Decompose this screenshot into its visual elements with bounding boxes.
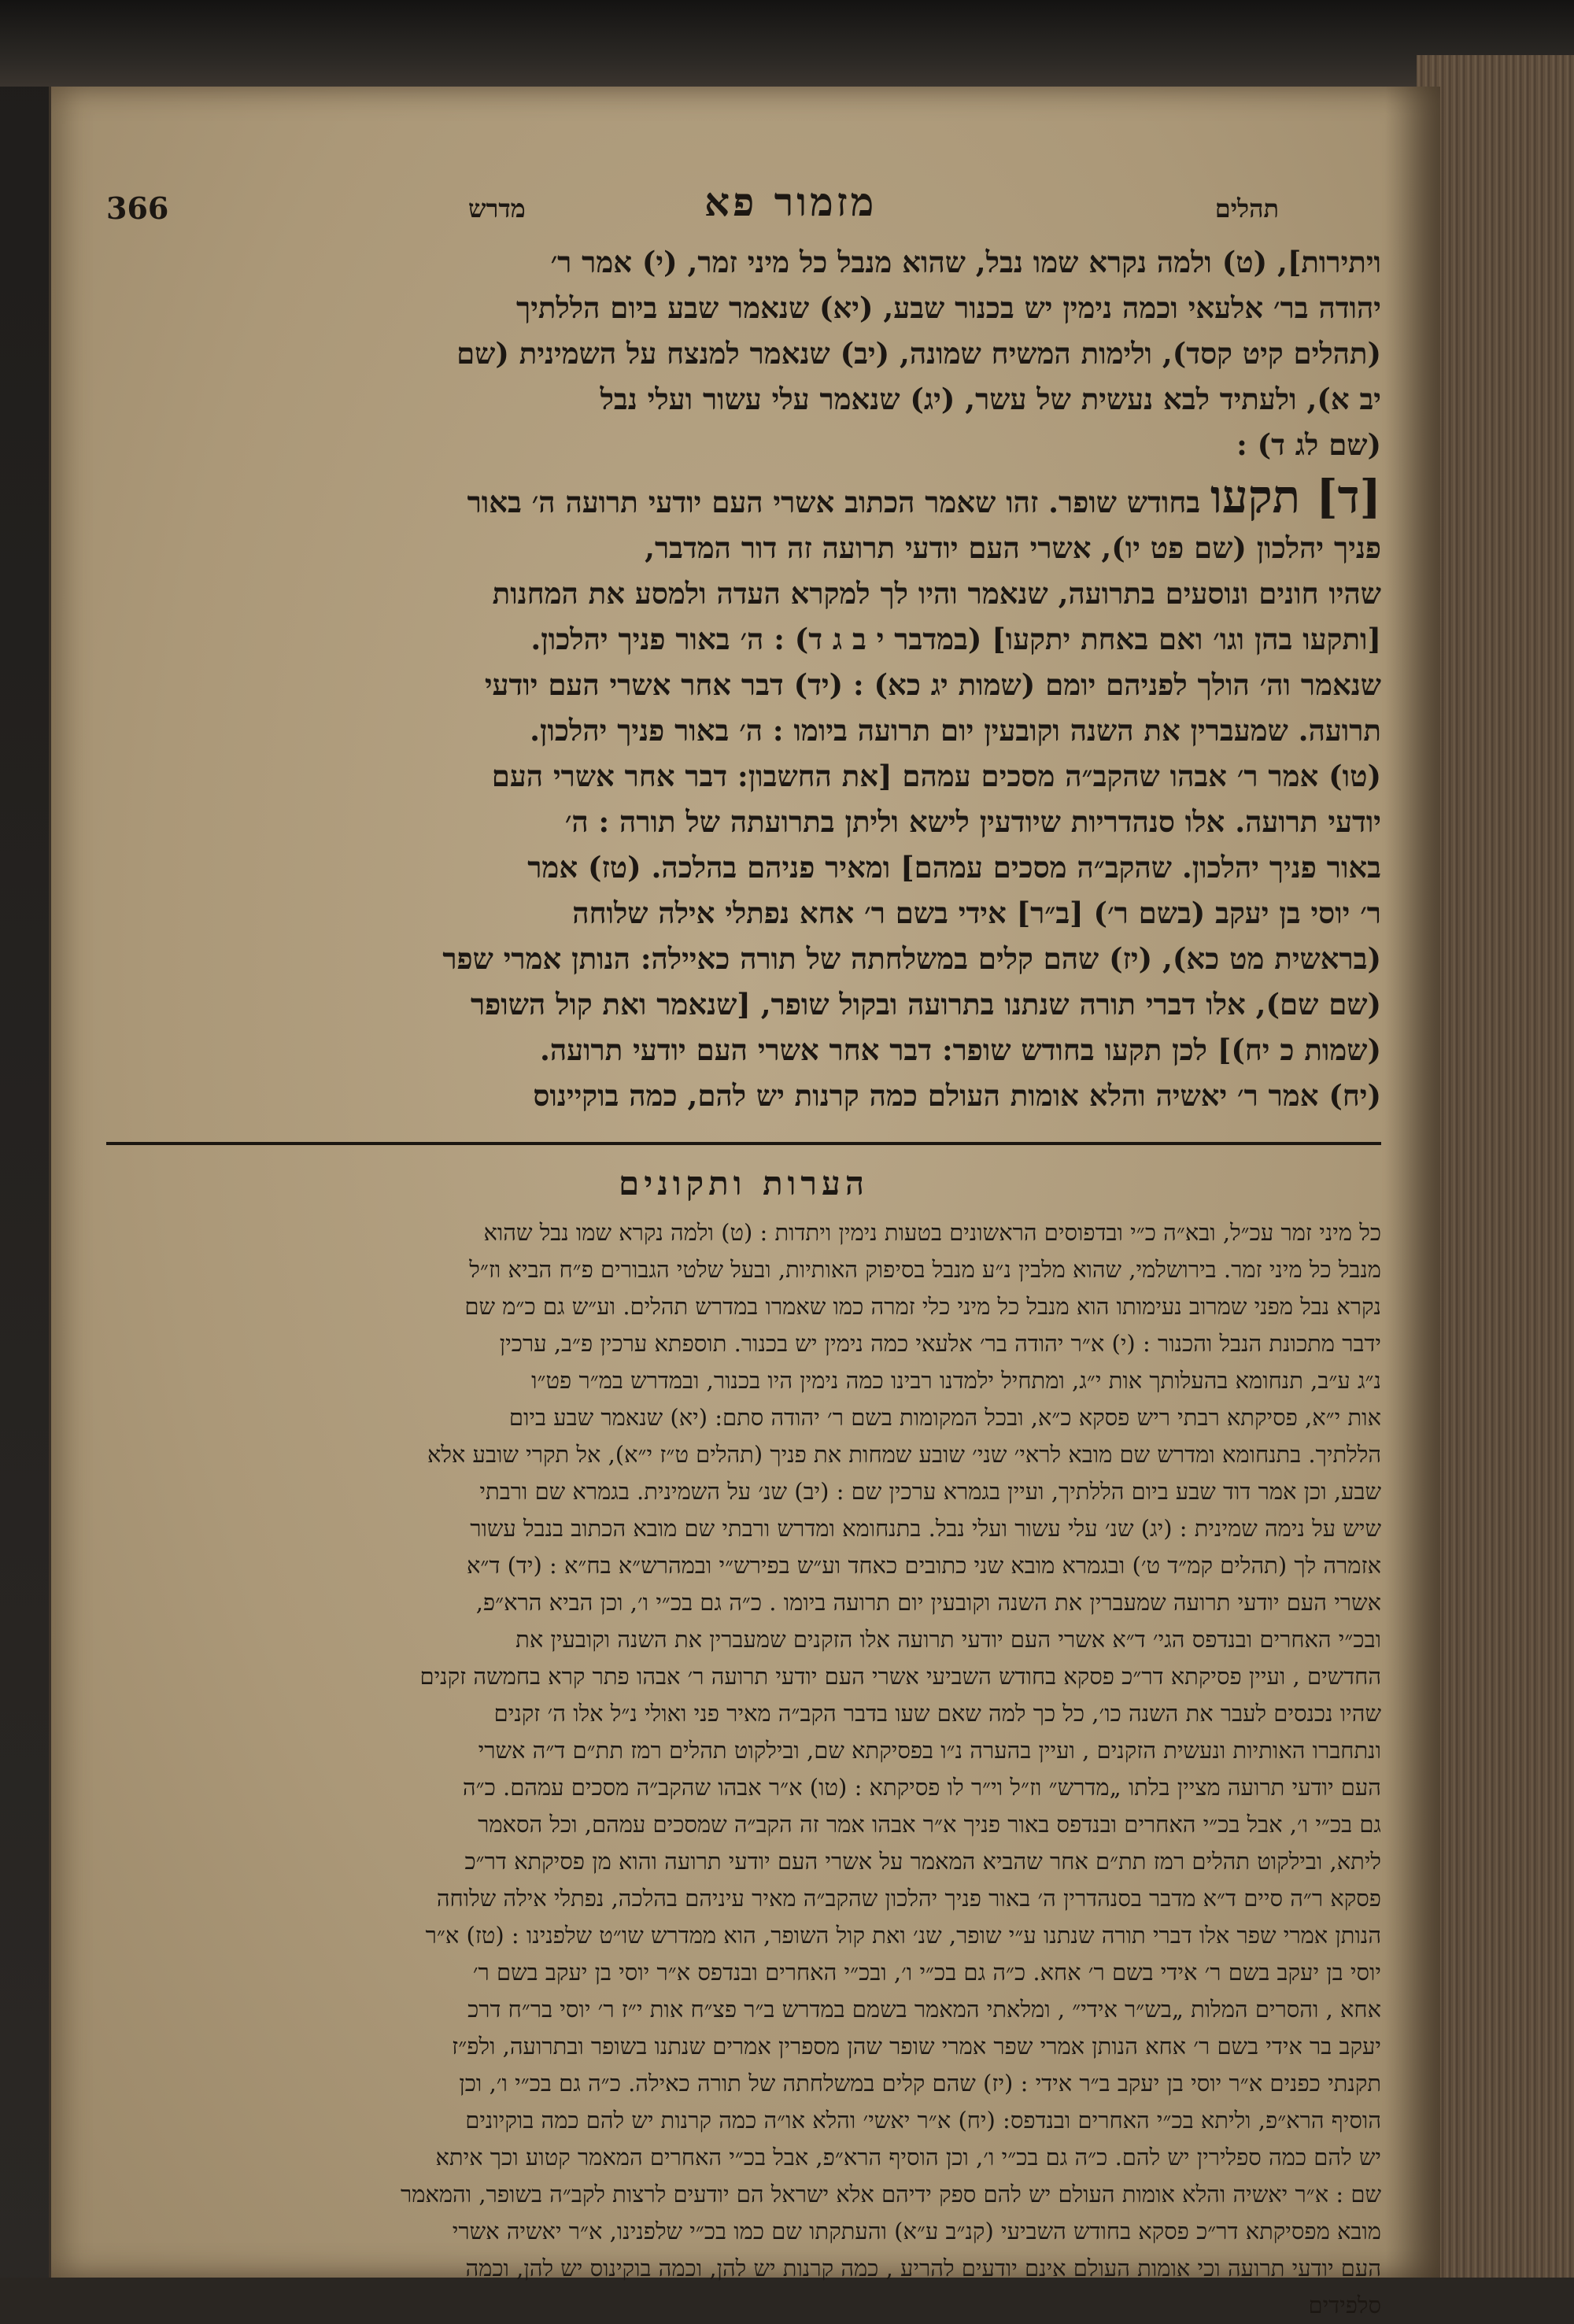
main-line: (שם שם), אלו דברי תורה שנתנו בתרועה ובקול שופר, [שנאמר ואת קול השופר [470, 987, 1381, 1022]
book-page-edges [1417, 55, 1574, 2278]
main-line: יב א), ולעתיד לבא נעשית של עשר, (יג) שנאמר עלי עשור ועלי נבל [600, 382, 1381, 416]
main-line: יודעי תרועה. אלו סנהדריות שיודעין לישא וליתן בתרועתה של תורה : ה׳ [564, 804, 1381, 839]
note-line: ונתחברו האותיות ונעשית הזקנים , ועיין בהערה נ״ו בפסיקתא שם, ובילקוט תהלים רמז תת״ם ד״ה אשרי [478, 1737, 1381, 1764]
main-line: שהיו חונים ונוסעים בתרועה, שנאמר והיו לך למקרא העדה ולמסע את המחנות [492, 576, 1381, 611]
page-content [106, 179, 1381, 2318]
note-line: יוסי בן יעקב בשם ר׳ אידי בשם ר׳ אחא. כ״ה גם בכ״י ו׳, ובכ״י האחרים ובנדפס א״ר יוסי בן יעקב בשם ר׳ [472, 1959, 1381, 1986]
main-line: (שמות כ יח)] לכן תקעו בחודש שופר: דבר אחר אשרי העם יודעי תרועה. [539, 1033, 1381, 1067]
note-line: שהיו נכנסים לעבר את השנה כו׳, כל כך למה שאם שעו בדבר הקב״ה מאיר פני ואולי נ״ל אלו ה׳ זקנים [493, 1700, 1381, 1727]
main-line: (תהלים קיט קסד), ולימות המשיח שמונה, (יב) שנאמר למנצח על השמינית (שם [456, 336, 1381, 371]
main-line: בחודש שופר. זהו שאמר הכתוב אשרי העם יודעי תרועה ה׳ באור [467, 485, 1201, 519]
main-line: ר׳ יוסי בן יעקב (בשם ר׳) [ב״ר] אידי בשם ר׳ אחא נפתלי אילה שלוחה [572, 896, 1381, 930]
notes-body [106, 1214, 1381, 2324]
running-head [106, 181, 1381, 236]
running-head-title: מזמור פא [704, 179, 878, 225]
note-line: ידבר מתכונת הנבל והכנור : (י) א״ר יהודה בר׳ אלעאי כמה נימין יש בכנור. תוספתא ערכין פ״ב, ערכין [499, 1330, 1381, 1357]
note-line: פסקא ר״ה סיים ד״א מדבר בסנהדרין ה׳ באור פניך יהלכון שהקב״ה מאיר עיניהם בהלכה, נפתלי אילה שלוחה [436, 1885, 1381, 1912]
note-line: יעקב בר אידי בשם ר׳ אחא הנותן אמרי שפר אמרי שופר שהן מספרין אמרים שנתנו בשופר ובתרועה, ולפ״ז [452, 2033, 1381, 2060]
book-page [49, 87, 1440, 2318]
note-line: נ״ג ע״ב, תנחומא בהעלותך אות י״ג, ומתחיל ילמדנו רבינו כמה נימין היו בכנור, ובמדרש במ״ר פט״ו [531, 1367, 1381, 1394]
main-line: יהודה בר׳ אלעאי וכמה נימין יש בכנור שבע, (יא) שנאמר שבע ביום הללתיך [516, 290, 1381, 325]
note-line: מובא מפסיקתא דר״כ פסקא בחודש השביעי (קנ״ב ע״א) והעתקתו שם כמו בכ״י שלפנינו, א״ר יאשיה אשרי [452, 2218, 1381, 2245]
note-line: גם בכ״י ו׳, אבל בכ״י האחרים ובנדפס באור פניך א״ר אבהו אמר זה הקב״ה שמסכים עמהם, וכל הסאמר [478, 1811, 1381, 1838]
main-line: פניך יהלכון (שם פט יו), אשרי העם יודעי תרועה זה דור המדבר, [645, 530, 1381, 565]
section-marker: [ד] תקעו [1210, 470, 1381, 523]
running-head-right: תהלים [1214, 194, 1279, 224]
note-line: נקרא נבל מפני שמרוב נעימותו הוא מנבל כל מיני כלי זמרה כמו שאמרו במדרש תהלים. וע״ש גם כ״מ שם [464, 1293, 1381, 1320]
note-line: יש להם כמה ספלירין יש להם. כ״ה גם בכ״י ו׳, וכן הוסיף הרא״פ, אבל בכ״י האחרים המאמר קטוע וכך איתא [435, 2144, 1381, 2171]
main-line: ויתירות], (ט) ולמה נקרא שמו נבל, שהוא מנבל כל מיני זמר, (י) אמר ר׳ [550, 245, 1381, 279]
running-head-left: מדרש [468, 194, 526, 224]
main-line: [ותקעו בהן וגו׳ ואם באחת יתקעו] (במדבר י ב ג ד) : ה׳ באור פניך יהלכון. [530, 622, 1381, 656]
note-line: כל מיני זמר עכ״ל, ובא״ה כ״י ובדפוסים הראשונים בטעות נימין ויתדות : (ט) ולמה נקרא שמו נבל שהוא [483, 1219, 1381, 1246]
main-line: (בראשית מט כא), (יז) שהם קלים במשלחתה של תורה כאיילה: הנותן אמרי שפר [442, 941, 1381, 976]
note-line: העם יודעי תרועה מציין בלתו „מדרש״ וז״ל וי״ר לו פסיקתא : (טו) א״ר אבהו שהקב״ה מסכים עמהם. כ״ה [462, 1774, 1381, 1801]
page-number: 366 [106, 190, 169, 226]
notes-paragraph [106, 1214, 1381, 2324]
notes-heading: הערות ותקונים [618, 1164, 869, 1203]
note-line: שבע, וכן אמר דוד שבע ביום הללתיך, ועיין בגמרא ערכין שם : (יב) שנ׳ על השמינית. בגמרא שם ורבתי [479, 1478, 1381, 1505]
note-line: אחא , והסרים המלות „בש״ר אידי״ , ומלאתי המאמר בשמם במדרש ב״ר פצ״ח אות י״ז ר׳ יוסי בר״ח דרכ [467, 1996, 1381, 2023]
note-line: שיש על נימה שמינית : (יג) שנ׳ עלי עשור ועלי נבל. בתנחומא ומדרש ורבתי שם מובא הכתוב בנבל עשור [470, 1515, 1381, 1542]
main-paragraph-2 [106, 470, 1381, 1118]
gutter-shadow [1385, 87, 1440, 2278]
main-line: (שם לג ד) : [1236, 427, 1381, 462]
note-line: הוסיף הרא״פ, וליתא בכ״י האחרים ובנדפס: (יח) א״ר יאשי׳ והלא או״ה כמה קרנות יש להם כמה בוקיונים [465, 2107, 1381, 2134]
main-line: תרועה. שמעברין את השנה וקובעין יום תרועה ביומו : ה׳ באור פניך יהלכון. [530, 713, 1381, 748]
note-line: סלפידים [1308, 2292, 1381, 2318]
main-line: (יח) אמר ר׳ יאשיה והלא אומות העולם כמה קרנות יש להם, כמה בוקיינוס [533, 1078, 1381, 1113]
main-paragraph-1 [106, 239, 1381, 467]
note-line: תקנתי כפנים א״ר יוסי בן יעקב ב״ר אידי : (יז) שהם קלים במשלחתה של תורה כאילה. כ״ה גם בכ״י ו׳, וכן [459, 2070, 1381, 2097]
book-top-edge [0, 0, 1574, 87]
note-line: הללתיך. בתנחומא ומדרש שם מובא לראי׳ שני׳ שובע שמחות את פניך (תהלים ט״ז י״א), אל תקרי שובע אלא [427, 1441, 1381, 1468]
note-line: אזמרה לך (תהלים קמ״ד ט׳) ובגמרא מובא שני כתובים כאחד וע״ש בפירש״י ובמהרש״א בח״א : (יד) ד״א [467, 1552, 1381, 1579]
main-line: באור פניך יהלכון. שהקב״ה מסכים עמהם] ומאיר פניהם בהלכה. (טז) אמר [527, 850, 1381, 885]
main-line: שנאמר וה׳ הולך לפניהם יומם (שמות יג כא) : (יד) דבר אחר אשרי העם יודעי [484, 667, 1381, 702]
note-line: מנבל כל מיני זמר. בירושלמי, שהוא מלבין נ״ע מנבל בסיפוק האותיות, ובעל שלטי הגבורים פ״ח הביא וז״ל [469, 1256, 1381, 1283]
main-text [106, 239, 1381, 1118]
note-line: שם : א״ר יאשיה והלא אומות העולם יש להם ספק ידיהם אלא ישראל הם יודעים לרצות לקב״ה בשופר, והמאמר [401, 2181, 1381, 2208]
note-line: העם יודעי תרועה וכי אומות העולם אינם יודעים להריע , כמה קרנות יש להן, וכמה בוקינוס יש להן, וכמה [465, 2255, 1381, 2282]
main-line: (טו) אמר ר׳ אבהו שהקב״ה מסכים עמהם [את החשבון: דבר אחר אשרי העם [491, 759, 1381, 793]
note-line: הנותן אמרי שפר אלו דברי תורה שנתנו ע״י שופר, שנ׳ ואת קול השופר, הוא ממדרש שו״ט שלפנינו : (טז) א״ר [425, 1922, 1381, 1949]
note-line: אשרי העם יודעי תרועה שמעברין את השנה וקובעין יום תרועה ביומו . כ״ה גם בכ״י ו׳, וכן הביא הרא״פ, [475, 1589, 1381, 1616]
section-divider [106, 1142, 1381, 1145]
note-line: החדשים , ועיין פסיקתא דר״כ פסקא בחודש השביעי אשרי העם יודעי תרועה ר׳ אבהו פתר קרא בחמשה זקנים [419, 1663, 1381, 1690]
note-line: ובכ״י האחרים ובנדפס הגי׳ ד״א אשרי העם יודעי תרועה אלו הזקנים שמעברין את השנה וקובעין את [515, 1626, 1381, 1653]
note-line: אות י״א, פסיקתא רבתי ריש פסקא כ״א, ובכל המקומות בשם ר׳ יהודה סתם: (יא) שנאמר שבע ביום [508, 1404, 1381, 1431]
note-line: ליתא, ובילקוט תהלים רמז תת״ם אחר שהביא המאמר על אשרי העם יודעי תרועה והוא מן פסיקתא דר״כ [464, 1848, 1381, 1875]
